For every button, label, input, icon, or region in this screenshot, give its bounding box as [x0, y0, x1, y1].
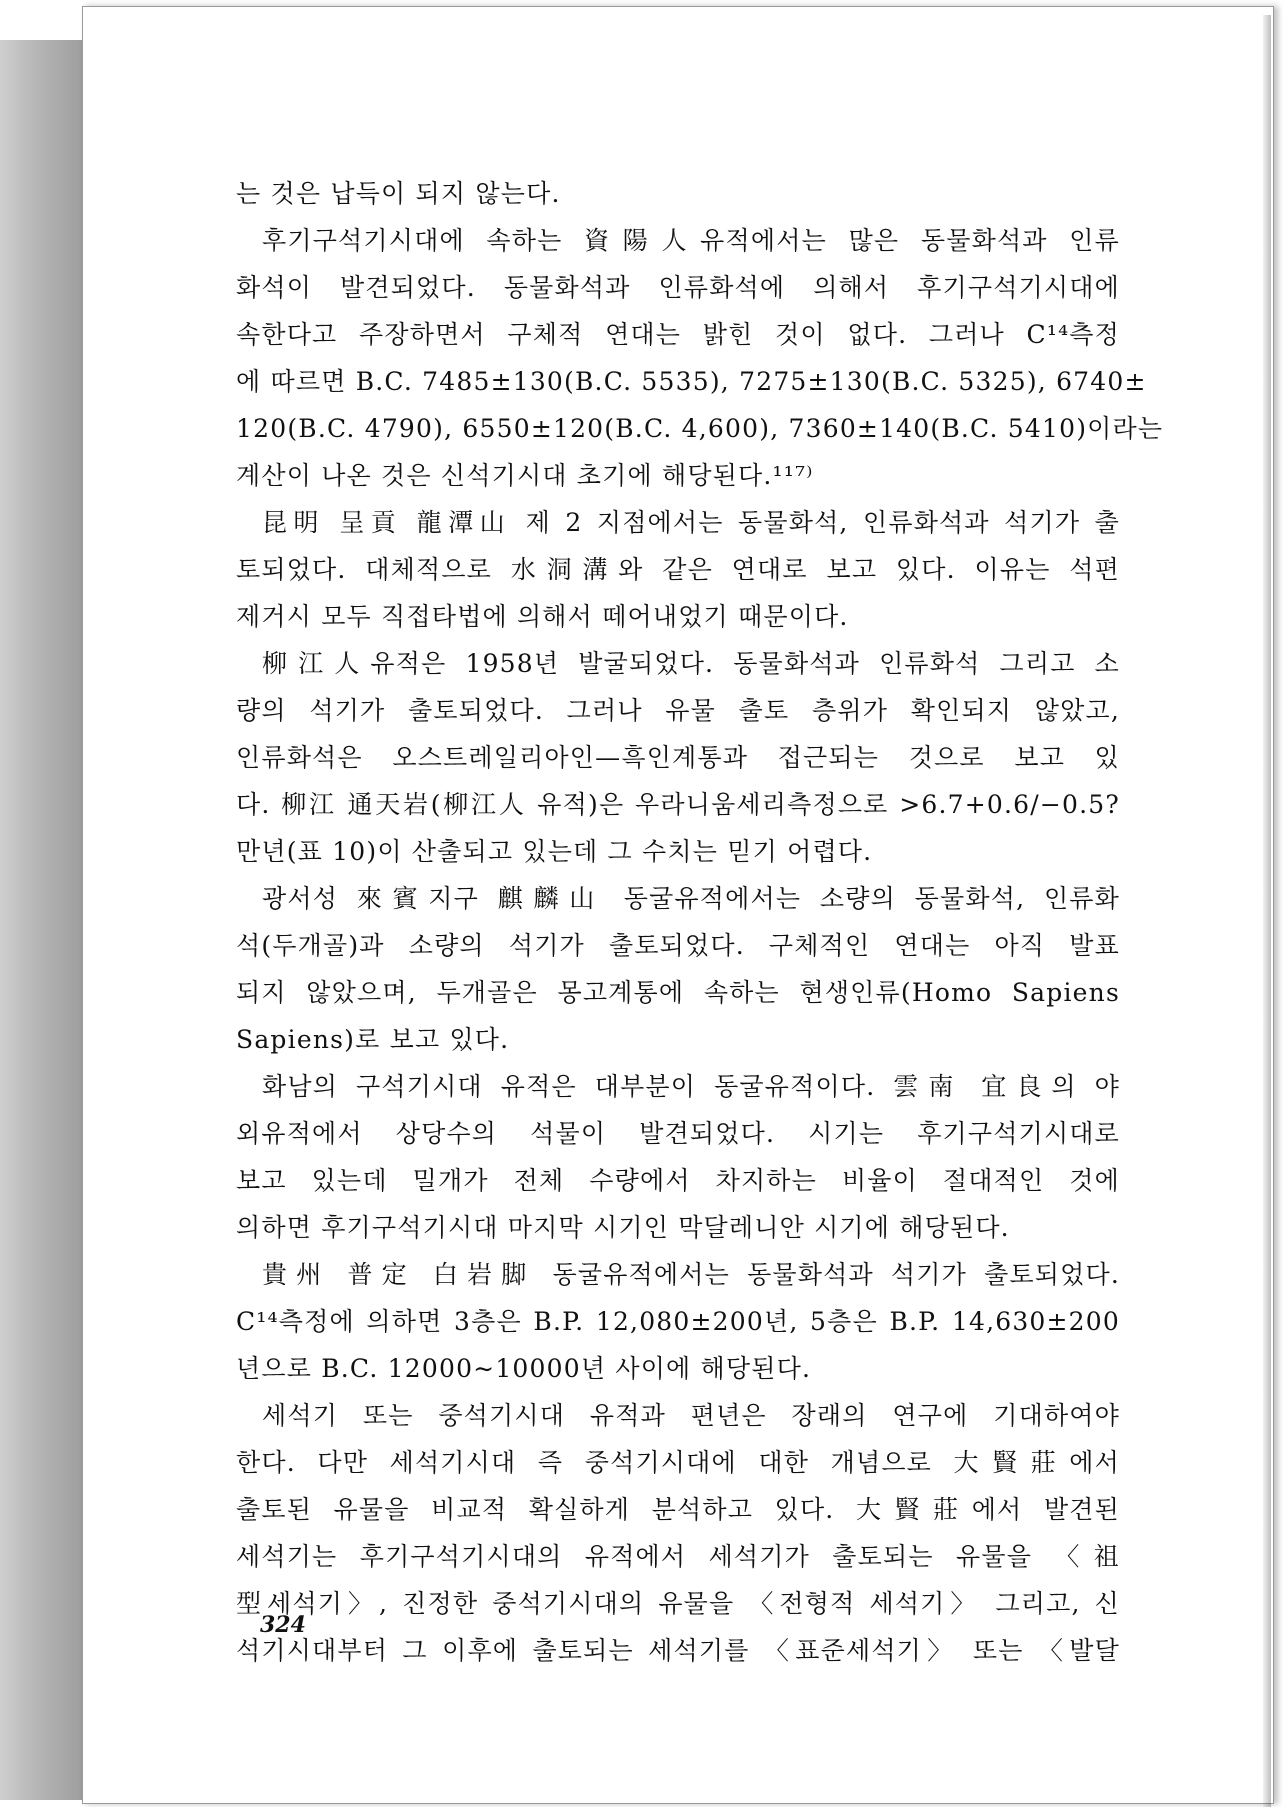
text-line: 에 따르면 B.C. 7485±130(B.C. 5535), 7275±130(B.C. 5325), 6740±: [236, 367, 1147, 396]
page-number: 324: [260, 1612, 306, 1638]
text-line: 후기구석기시대에 속하는 資陽人유적에서는 많은 동물화석과 인류: [262, 226, 1120, 255]
text-line: 년으로 B.C. 12000∼10000년 사이에 해당된다.: [236, 1354, 812, 1383]
text-line: 토되었다. 대체적으로 水洞溝와 같은 연대로 보고 있다. 이유는 석편: [236, 555, 1120, 584]
text-line: 昆明 呈貢 龍潭山 제 2 지점에서는 동물화석, 인류화석과 석기가 출: [262, 508, 1120, 537]
body-text: [236, 170, 1164, 1674]
book-spine: [0, 40, 83, 1800]
text-line: 속한다고 주장하면서 구체적 연대는 밝힌 것이 없다. 그러나 C¹⁴측정: [236, 320, 1120, 349]
text-line: C¹⁴측정에 의하면 3층은 B.P. 12,080±200년, 5층은 B.P. 14,630±200: [236, 1307, 1120, 1336]
text-line: 型세석기〉, 진정한 중석기시대의 유물을 〈전형적 세석기〉 그리고, 신: [236, 1589, 1120, 1618]
text-line: 120(B.C. 4790), 6550±120(B.C. 4,600), 7360±140(B.C. 5410)이라는: [236, 414, 1164, 443]
text-line: Sapiens)로 보고 있다.: [236, 1025, 510, 1054]
text-line: 량의 석기가 출토되었다. 그러나 유물 출토 층위가 확인되지 않았고,: [236, 696, 1120, 725]
text-line: 석기시대부터 그 이후에 출토되는 세석기를 〈표준세석기〉 또는 〈발달: [236, 1636, 1120, 1665]
page-edge-shadow: [1263, 15, 1271, 1807]
text-line: 만년(표 10)이 산출되고 있는데 그 수치는 믿기 어렵다.: [236, 837, 873, 866]
text-line: 석(두개골)과 소량의 석기가 출토되었다. 구체적인 연대는 아직 발표: [236, 931, 1120, 960]
text-line: 한다. 다만 세석기시대 즉 중석기시대에 대한 개념으로 大賢莊에서: [236, 1448, 1120, 1477]
text-line: 貴州 普定 白岩脚 동굴유적에서는 동물화석과 석기가 출토되었다.: [262, 1260, 1120, 1289]
text-line: 보고 있는데 밀개가 전체 수량에서 차지하는 비율이 절대적인 것에: [236, 1166, 1120, 1195]
text-line: 다. 柳江 通天岩(柳江人 유적)은 우라니움세리측정으로 >6.7+0.6/−0.5?: [236, 790, 1120, 819]
text-line: 제거시 모두 직접타법에 의해서 떼어내었기 때문이다.: [236, 602, 849, 631]
text-line: 화남의 구석기시대 유적은 대부분이 동굴유적이다. 雲南 宜良의 야: [262, 1072, 1120, 1101]
text-line: 광서성 來賓지구 麒麟山 동굴유적에서는 소량의 동물화석, 인류화: [262, 884, 1120, 913]
text-line: 외유적에서 상당수의 석물이 발견되었다. 시기는 후기구석기시대로: [236, 1119, 1120, 1148]
text-line: 되지 않았으며, 두개골은 몽고계통에 속하는 현생인류(Homo Sapiens: [236, 978, 1120, 1007]
text-line: 세석기는 후기구석기시대의 유적에서 세석기가 출토되는 유물을 〈祖: [236, 1542, 1120, 1571]
text-line: 출토된 유물을 비교적 확실하게 분석하고 있다. 大賢莊에서 발견된: [236, 1495, 1120, 1524]
text-line: 세석기 또는 중석기시대 유적과 편년은 장래의 연구에 기대하여야: [262, 1401, 1120, 1430]
text-line: 인류화석은 오스트레일리아인—흑인계통과 접근되는 것으로 보고 있: [236, 743, 1120, 772]
text-line: 의하면 후기구석기시대 마지막 시기인 막달레니안 시기에 해당된다.: [236, 1213, 1010, 1242]
text-line: 는 것은 납득이 되지 않는다.: [236, 179, 561, 208]
text-line: 柳江人유적은 1958년 발굴되었다. 동물화석과 인류화석 그리고 소: [262, 649, 1120, 678]
text-line: 화석이 발견되었다. 동물화석과 인류화석에 의해서 후기구석기시대에: [236, 273, 1120, 302]
text-line: 계산이 나온 것은 신석기시대 초기에 해당된다.¹¹⁷⁾: [236, 461, 814, 490]
